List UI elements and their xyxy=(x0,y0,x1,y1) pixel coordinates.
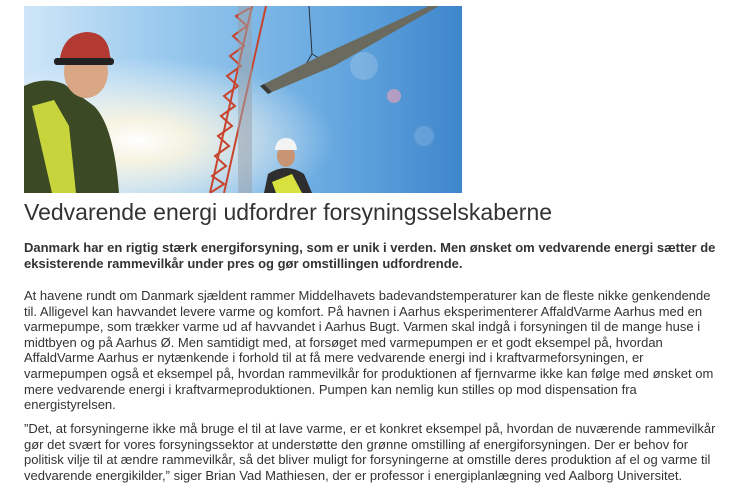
article-lead: Danmark har en rigtig stærk energiforsyning, som er unik i verden. Men ønsket om vedvarende energi sætter de eksisterende rammevilkår under pres og gør omstillingen udfordrende. xyxy=(24,240,716,271)
article-paragraph-1: At havene rundt om Danmark sjældent rammer Middelhavets badevandstemperaturer kan de fleste nikke genkendende til. Alligevel kan havvandet levere varme og komfort. På havnen i Aarhus eksperimenterer AffaldVarme Aarhus med en varmepumpe, som trækker varme ud af havvandet i Aarhus Bugt. Varmen skal indgå i forsyningen til de mange huse i midtbyen og på Aarhus Ø. Men samtidigt med, at forsøget med varmepumpen er et godt eksempel på, hvordan AffaldVarme Aarhus er nytænkende i forhold til at få mere vedvarende energi ind i kraftvarmeforsyningen, er varmepumpen også et eksempel på, hvordan rammevilkår for produktionen af fjernvarme ikke kan følge med ønsket om mere vedvarende energi i kraftvarmeproduktionen. Pumpen kan nemlig kun stilles op mod dispensation fra energistyrelsen. xyxy=(24,288,714,413)
hero-photo xyxy=(24,6,462,193)
article-paragraph-2: ”Det, at forsyningerne ikke må bruge el til at lave varme, er et konkret eksempel på, hvordan de nuværende rammevilkår gør det svært for vores forsyningssektor at understøtte den grønne omstilling af energiforsyningen. Der er behov for politisk vilje til at ændre rammevilkår, så det bliver muligt for forsyningerne at omstille deres produktion af el og varme til vedvarende energikilder,” siger Brian Vad Mathiesen, der er professor i energiplanlægning ved Aalborg Universitet. xyxy=(24,421,716,483)
article-headline: Vedvarende energi udfordrer forsyningsselskaberne xyxy=(24,199,553,225)
